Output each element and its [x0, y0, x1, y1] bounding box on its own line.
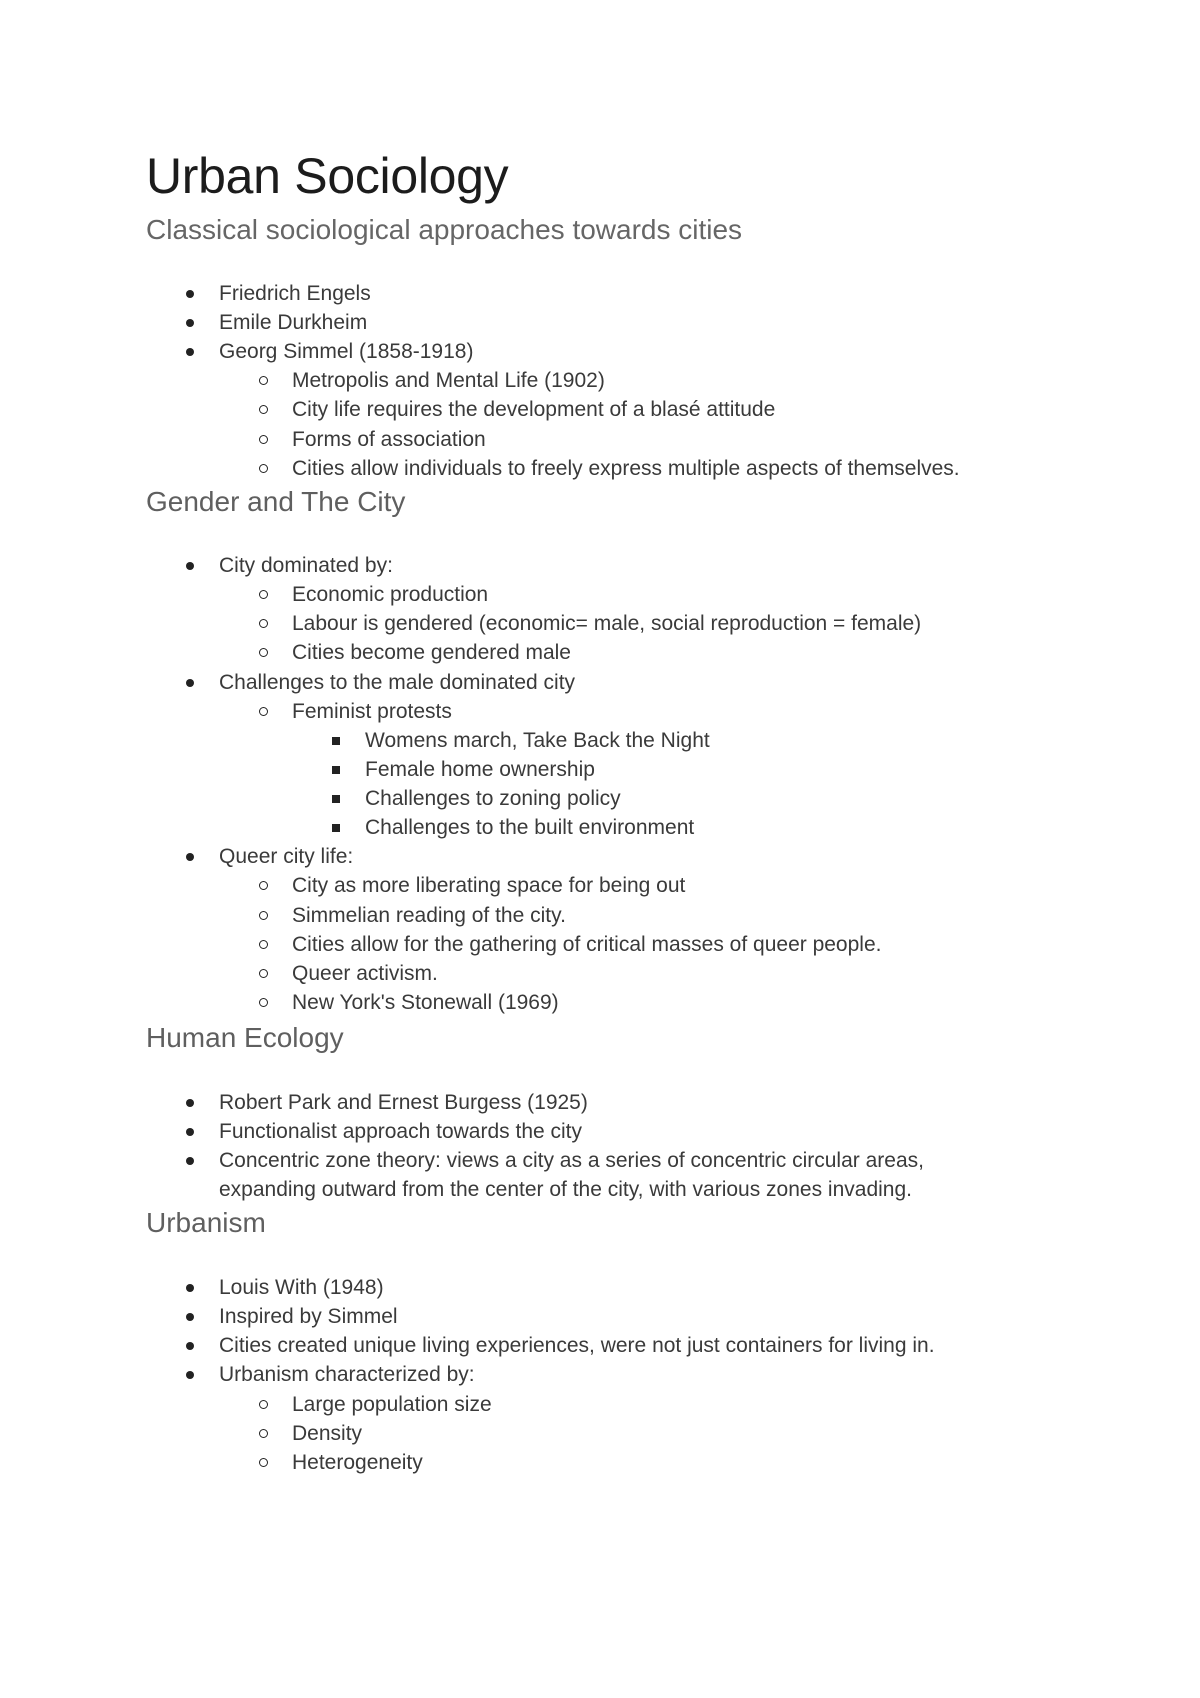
bullet-disc-icon: [186, 1371, 194, 1379]
bullet-circle-icon: [259, 619, 268, 628]
list-item: [292, 1448, 423, 1477]
list-item: [292, 366, 605, 395]
list-item-text: Forms of association: [292, 428, 486, 451]
bullet-disc-icon: [186, 1284, 194, 1292]
list-item-text: Challenges to the built environment: [365, 816, 695, 839]
list-item-text: Robert Park and Ernest Burgess (1925): [219, 1091, 588, 1114]
bullet-disc-icon: [186, 1099, 194, 1107]
list-item: [292, 871, 685, 900]
list-item: [219, 842, 353, 871]
list-item-text: Labour is gendered (economic= male, social reproduction = female): [292, 612, 922, 635]
list-item: [292, 1390, 492, 1419]
list-item: [292, 959, 438, 988]
bullet-disc-icon: [186, 853, 194, 861]
bullet-circle-icon: [259, 881, 268, 890]
bullet-disc-icon: [186, 562, 194, 570]
list-item-text: City life requires the development of a blasé attitude: [292, 398, 776, 421]
list-item-text: New York's Stonewall (1969): [292, 991, 559, 1014]
section-heading: Urbanism: [146, 1207, 266, 1238]
list-item: [365, 755, 595, 784]
list-item-text: Queer activism.: [292, 962, 438, 985]
bullet-square-icon: [332, 824, 340, 832]
list-item-text: Urbanism characterized by:: [219, 1363, 475, 1386]
list-item: [365, 813, 694, 842]
bullet-circle-icon: [259, 435, 268, 444]
list-item: [292, 638, 571, 667]
bullet-circle-icon: [259, 1458, 268, 1467]
list-item: [292, 930, 881, 959]
list-item: [292, 901, 566, 930]
bullet-square-icon: [332, 737, 340, 745]
bullet-square-icon: [332, 795, 340, 803]
list-item-text: Metropolis and Mental Life (1902): [292, 369, 605, 392]
bullet-disc-icon: [186, 1157, 194, 1165]
bullet-square-icon: [332, 766, 340, 774]
list-item: [219, 1117, 582, 1146]
list-item-text: Female home ownership: [365, 758, 595, 781]
list-item: [219, 1360, 475, 1389]
bullet-circle-icon: [259, 590, 268, 599]
list-item: [219, 308, 367, 337]
list-item: [292, 609, 921, 638]
list-item: [365, 726, 710, 755]
section-heading: Gender and The City: [146, 486, 406, 517]
bullet-disc-icon: [186, 1342, 194, 1350]
list-item-text: Large population size: [292, 1393, 492, 1416]
list-item-text: Feminist protests: [292, 700, 452, 723]
bullet-circle-icon: [259, 911, 268, 920]
bullet-disc-icon: [186, 1313, 194, 1321]
list-item-text: Friedrich Engels: [219, 282, 371, 305]
bullet-circle-icon: [259, 405, 268, 414]
list-item: [219, 1146, 999, 1204]
list-item-text: Louis With (1948): [219, 1276, 384, 1299]
list-item: [219, 1302, 398, 1331]
list-item: [365, 784, 621, 813]
list-item-text: Challenges to the male dominated city: [219, 671, 576, 694]
bullet-disc-icon: [186, 679, 194, 687]
list-item-text: Womens march, Take Back the Night: [365, 729, 710, 752]
list-item: [292, 395, 775, 424]
bullet-disc-icon: [186, 348, 194, 356]
list-item-text: Cities allow for the gathering of critical masses of queer people.: [292, 933, 882, 956]
list-item: [219, 1331, 935, 1360]
list-item: [292, 580, 488, 609]
bullet-disc-icon: [186, 1128, 194, 1136]
list-item-text: Cities allow individuals to freely express multiple aspects of themselves.: [292, 457, 960, 480]
list-item-text: City dominated by:: [219, 554, 393, 577]
bullet-circle-icon: [259, 1429, 268, 1438]
bullet-disc-icon: [186, 319, 194, 327]
document-subtitle: Classical sociological approaches towards cities: [146, 214, 743, 245]
list-item: [219, 668, 575, 697]
list-item: [219, 1088, 588, 1117]
list-item-text: Cities become gendered male: [292, 641, 571, 664]
list-item: [292, 988, 559, 1017]
list-item: [292, 1419, 362, 1448]
list-item: [219, 1273, 384, 1302]
list-item: [219, 551, 393, 580]
section-heading: Human Ecology: [146, 1022, 344, 1053]
bullet-circle-icon: [259, 648, 268, 657]
document-title: Urban Sociology: [146, 148, 509, 204]
list-item-text: Simmelian reading of the city.: [292, 904, 566, 927]
list-item-text: Heterogeneity: [292, 1451, 423, 1474]
list-item-text: Concentric zone theory: views a city as a series of concentric circular areas, expanding outward from the center of the city, with various zones invading.: [219, 1149, 924, 1201]
list-item-text: Cities created unique living experiences, were not just containers for living in.: [219, 1334, 935, 1357]
list-item-text: Functionalist approach towards the city: [219, 1120, 583, 1143]
list-item: [292, 425, 486, 454]
bullet-circle-icon: [259, 998, 268, 1007]
list-item-text: Challenges to zoning policy: [365, 787, 621, 810]
bullet-disc-icon: [186, 290, 194, 298]
bullet-circle-icon: [259, 464, 268, 473]
list-item-text: Economic production: [292, 583, 489, 606]
list-item: [219, 337, 473, 366]
list-item-text: Emile Durkheim: [219, 311, 368, 334]
bullet-circle-icon: [259, 969, 268, 978]
bullet-circle-icon: [259, 707, 268, 716]
list-item-text: Georg Simmel (1858-1918): [219, 340, 474, 363]
list-item-text: City as more liberating space for being out: [292, 874, 686, 897]
list-item: [292, 454, 960, 483]
list-item-text: Inspired by Simmel: [219, 1305, 398, 1328]
list-item-text: Queer city life:: [219, 845, 354, 868]
bullet-circle-icon: [259, 376, 268, 385]
list-item: [292, 697, 452, 726]
bullet-circle-icon: [259, 1400, 268, 1409]
list-item-text: Density: [292, 1422, 363, 1445]
list-item: [219, 279, 371, 308]
bullet-circle-icon: [259, 940, 268, 949]
